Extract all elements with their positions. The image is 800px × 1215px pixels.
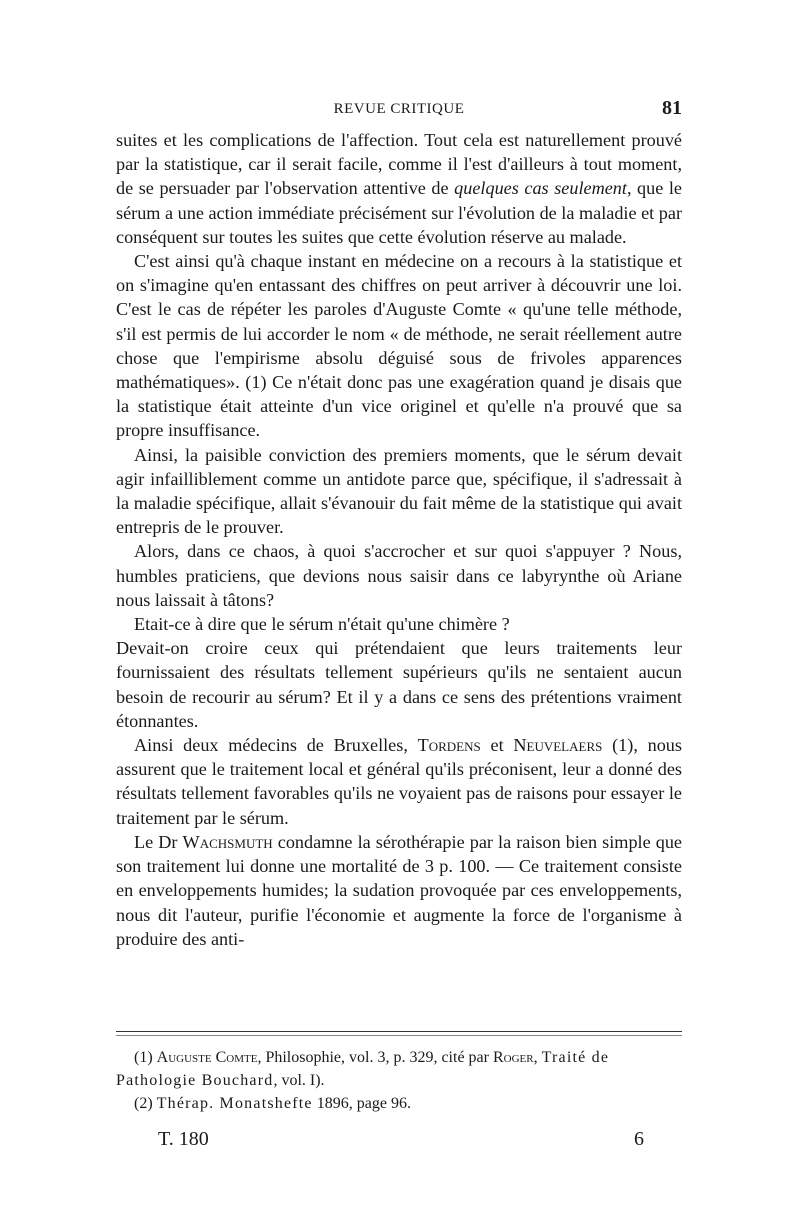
footnote-2-journal: Thérap. Monatshefte bbox=[156, 1095, 313, 1112]
footnote-2 bbox=[116, 1092, 682, 1115]
paragraph-1-part-a: suites et les complications de l'affection. Tout cela est naturellement prouvé par la statistique, car il serait facile, comme il l'est d'ailleurs à tout moment, de se persuader par l'observation attentive de bbox=[116, 130, 682, 199]
paragraph-7 bbox=[116, 733, 682, 830]
running-title: REVUE CRITIQUE bbox=[333, 101, 465, 117]
footnote-rule-thin bbox=[116, 1035, 682, 1036]
paragraph-7-conjunction: et bbox=[480, 735, 514, 756]
paragraph-6: Devait-on croire ceux qui prétendaient que leurs traitements leur fournissaient des résultats tellement supérieurs qu'ils ne sentaient aucun besoin de recourir au sérum? Et il y a dans ce sens des prétentions vraiment étonnantes. bbox=[116, 638, 682, 731]
paragraph-1-emphasis: quelques cas seulement bbox=[454, 178, 627, 199]
paragraph-8-part-b: condamne la sérothérapie par la raison bien simple que son traitement lui donne une mortalité de 3 p. 100. — Ce traitement consiste en enveloppements humides; la sudation provoquée par ces enveloppements, nous dit l'auteur, purifie l'économie et augmente la force de l'organisme à produire des anti- bbox=[116, 831, 682, 949]
author-name-tordens: Tordens bbox=[417, 735, 481, 756]
footnote-2-part-b: 1896, page 96. bbox=[312, 1095, 411, 1112]
footnotes bbox=[116, 1046, 682, 1115]
footnote-1-author: Auguste Comte bbox=[156, 1049, 258, 1066]
page-number: 81 bbox=[662, 97, 682, 119]
author-name-wachsmuth: Wachsmuth bbox=[182, 831, 273, 852]
author-name-neuvelaers: Neuvelaers bbox=[513, 735, 603, 756]
footnote-1-part-b: , Philosophie, vol. 3, p. 329, cité par bbox=[257, 1049, 493, 1066]
paragraph-8 bbox=[116, 830, 682, 951]
footnote-2-marker: (2) bbox=[134, 1095, 157, 1112]
footnote-1-part-d: , vol. I). bbox=[273, 1072, 325, 1089]
footnote-rule bbox=[116, 1031, 682, 1032]
paragraph-1-part-b: , que le sérum a une action immédiate précisément sur l'évolution de la maladie et par conséquent sur toutes les suites que cette évolution réserve au malade. bbox=[116, 178, 683, 247]
signature-mark: T. 180 bbox=[158, 1128, 209, 1150]
paragraph-1 bbox=[116, 128, 682, 249]
footnote-1-sep: , bbox=[533, 1049, 542, 1066]
paragraph-4: Alors, dans ce chaos, à quoi s'accrocher et sur quoi s'appuyer ? Nous, humbles praticiens, que devions nous saisir dans ce labyrynthe où Ariane nous laissait à tâtons? bbox=[116, 541, 682, 610]
paragraph-7-part-b: (1), nous assurent que le traitement local et général qu'ils préconisent, leur a donné des résultats tellement favorables qu'ils ne voyaient pas de raisons pour essayer le traitement par le sérum. bbox=[116, 735, 682, 828]
footnote-1-work-title: Traité de Pathologie Bouchard bbox=[116, 1049, 610, 1089]
paragraph-8-part-a: Le Dr bbox=[134, 831, 183, 852]
paragraph-2: C'est ainsi qu'à chaque instant en médecine on a recours à la statistique et on s'imagine qu'en entassant des chiffres on peut arriver à découvrir une loi. C'est le cas de répéter les paroles d'Auguste Comte « qu'une telle méthode, s'il est permis de lui accorder le nom « de méthode, ne serait réellement autre chose que l'empirisme absolu déguisé sous de frivoles apparences mathématiques». (1) Ce n'était donc pas une exagération quand je disais que la statistique était atteinte d'un vice originel et qu'elle n'a prouvé que sa propre insuffisance. bbox=[116, 251, 682, 441]
sheet-number: 6 bbox=[634, 1128, 644, 1150]
page-header bbox=[116, 97, 682, 123]
paragraph-7-part-a: Ainsi deux médecins de Bruxelles, bbox=[134, 735, 418, 756]
footnote-1 bbox=[116, 1046, 682, 1092]
body-text bbox=[116, 128, 682, 951]
footnote-1-marker: (1) bbox=[134, 1049, 157, 1066]
footnote-1-citer: Roger bbox=[492, 1049, 534, 1066]
paragraph-3: Ainsi, la paisible conviction des premiers moments, que le sérum devait agir infailliblement comme un antidote parce que, spécifique, il s'adressait à la maladie spécifique, allait s'évanouir du fait même de la statistique qui avait entrepris de le prouver. bbox=[116, 444, 682, 538]
paragraph-5: Etait-ce à dire que le sérum n'était qu'une chimère ? bbox=[134, 614, 510, 635]
